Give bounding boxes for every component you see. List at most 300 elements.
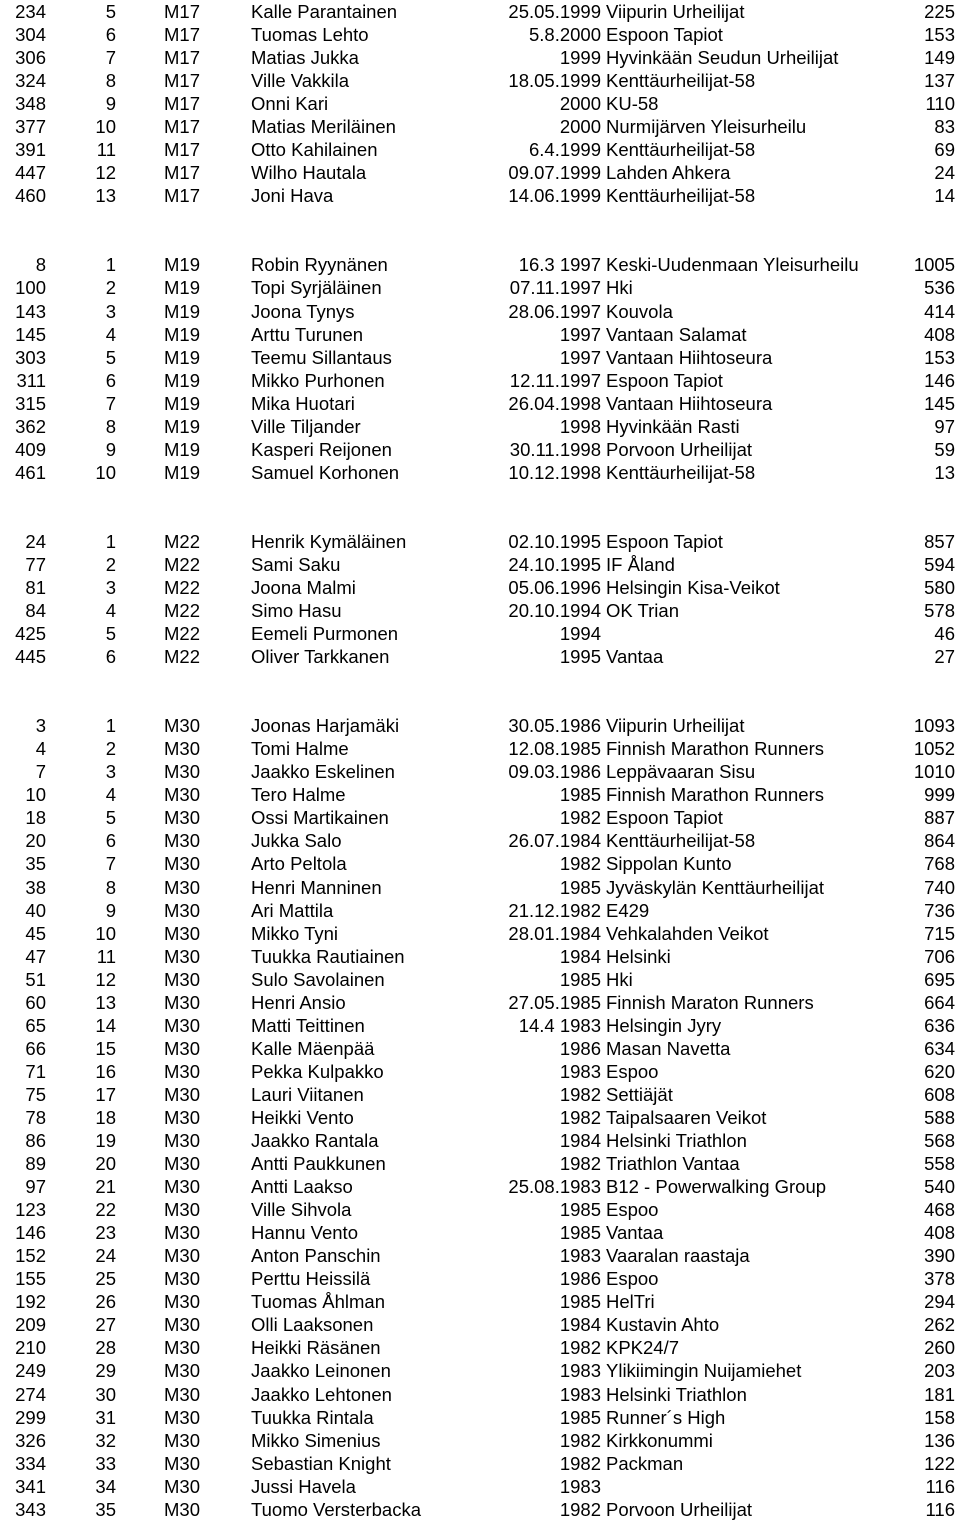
athlete-name: Onni Kari (251, 93, 329, 115)
overall-rank: 348 (15, 93, 46, 115)
athlete-name: Jaakko Eskelinen (251, 761, 395, 783)
athlete-name: Simo Hasu (251, 600, 342, 622)
age-class: M22 (164, 576, 200, 598)
athlete-name: Ville Vakkila (251, 70, 350, 92)
birth-date: 1986 (559, 1268, 601, 1290)
overall-rank: 234 (15, 1, 46, 22)
score: 225 (924, 1, 955, 22)
results-section (0, 253, 960, 483)
age-class: M17 (164, 24, 200, 46)
overall-rank: 409 (15, 438, 46, 460)
athlete-name: Tero Halme (251, 784, 346, 806)
overall-rank: 461 (15, 461, 46, 483)
age-class: M30 (164, 1222, 200, 1244)
class-position: 10 (95, 461, 116, 483)
class-position: 28 (95, 1337, 116, 1359)
score: 706 (924, 945, 955, 967)
age-class: M30 (164, 1153, 200, 1175)
club-name: Helsinki (606, 945, 671, 967)
club-name: Masan Navetta (606, 1037, 731, 1059)
overall-rank: 460 (15, 185, 46, 207)
athlete-name: Otto Kahilainen (251, 139, 378, 161)
birth-date: 2000 (559, 93, 601, 115)
club-name: Vantaa (606, 1222, 664, 1244)
class-position: 17 (95, 1083, 116, 1105)
score: 158 (924, 1406, 955, 1428)
athlete-name: Perttu Heissilä (251, 1268, 371, 1290)
overall-rank: 71 (25, 1060, 46, 1082)
birth-date: 05.06.1996 (508, 576, 601, 598)
club-name: Vaaralan raastaja (606, 1245, 750, 1267)
class-position: 4 (105, 784, 116, 806)
age-class: M30 (164, 922, 200, 944)
overall-rank: 89 (25, 1153, 46, 1175)
age-class: M17 (164, 93, 200, 115)
class-position: 1 (105, 715, 116, 737)
club-name: Helsingin Jyry (606, 1014, 722, 1036)
athlete-name: Mikko Tyni (251, 922, 339, 944)
score: 588 (924, 1106, 955, 1128)
athlete-name: Pekka Kulpakko (251, 1060, 384, 1082)
class-position: 8 (105, 415, 116, 437)
table-row (0, 115, 960, 138)
birth-date: 1982 (559, 1452, 601, 1474)
club-name: Kenttäurheilijat-58 (606, 70, 756, 92)
table-row (0, 92, 960, 115)
club-name: Vantaan Hiihtoseura (606, 346, 773, 368)
athlete-name: Tuomo Versterbacka (251, 1498, 422, 1520)
athlete-name: Ossi Martikainen (251, 807, 389, 829)
birth-date: 1984 (559, 1314, 601, 1336)
class-position: 13 (95, 185, 116, 207)
age-class: M30 (164, 1199, 200, 1221)
table-row (0, 714, 960, 737)
class-position: 2 (105, 738, 116, 760)
birth-date: 1997 (559, 323, 601, 345)
score: 578 (924, 600, 955, 622)
birth-date: 1982 (559, 1153, 601, 1175)
table-row (0, 1175, 960, 1198)
overall-rank: 10 (25, 784, 46, 806)
athlete-name: Matias Meriläinen (251, 116, 396, 138)
age-class: M30 (164, 945, 200, 967)
athlete-name: Wilho Hautala (251, 162, 367, 184)
score: 408 (924, 323, 955, 345)
score: 1010 (913, 761, 955, 783)
athlete-name: Henri Ansio (251, 991, 346, 1013)
club-name: Helsingin Kisa-Veikot (606, 576, 780, 598)
club-name: Helsinki Triathlon (606, 1130, 747, 1152)
club-name: Hki (606, 968, 633, 990)
class-position: 1 (105, 254, 116, 276)
club-name: Leppävaaran Sisu (606, 761, 756, 783)
score: 24 (934, 162, 955, 184)
table-row (0, 1336, 960, 1359)
athlete-name: Jussi Havela (251, 1475, 356, 1497)
athlete-name: Samuel Korhonen (251, 461, 400, 483)
athlete-name: Teemu Sillantaus (251, 346, 392, 368)
athlete-name: Mika Huotari (251, 392, 355, 414)
overall-rank: 146 (15, 1222, 46, 1244)
athlete-name: Lauri Viitanen (251, 1083, 364, 1105)
class-position: 5 (105, 346, 116, 368)
class-position: 18 (95, 1106, 116, 1128)
table-row (0, 945, 960, 968)
table-row (0, 1406, 960, 1429)
score: 608 (924, 1083, 955, 1105)
table-row (0, 138, 960, 161)
score: 181 (924, 1383, 955, 1405)
class-position: 10 (95, 116, 116, 138)
athlete-name: Anton Panschin (251, 1245, 381, 1267)
athlete-name: Kasperi Reijonen (251, 438, 392, 460)
score: 594 (924, 553, 955, 575)
birth-date: 18.05.1999 (508, 70, 601, 92)
table-row (0, 1290, 960, 1313)
table-row (0, 876, 960, 899)
table-row (0, 991, 960, 1014)
age-class: M30 (164, 876, 200, 898)
age-class: M30 (164, 1060, 200, 1082)
overall-rank: 75 (25, 1083, 46, 1105)
overall-rank: 155 (15, 1268, 46, 1290)
overall-rank: 152 (15, 1245, 46, 1267)
table-row (0, 69, 960, 92)
table-row (0, 737, 960, 760)
overall-rank: 86 (25, 1130, 46, 1152)
club-name: Vehkalahden Veikot (606, 922, 769, 944)
birth-date: 07.11.1997 (509, 277, 601, 299)
birth-date: 27.05.1985 (508, 991, 601, 1013)
athlete-name: Joona Tynys (251, 300, 355, 322)
overall-rank: 20 (25, 830, 46, 852)
age-class: M22 (164, 530, 200, 552)
score: 203 (924, 1360, 955, 1382)
overall-rank: 145 (15, 323, 46, 345)
club-name: Vantaan Hiihtoseura (606, 392, 773, 414)
overall-rank: 38 (25, 876, 46, 898)
score: 153 (924, 24, 955, 46)
overall-rank: 445 (15, 646, 46, 668)
birth-date: 1982 (559, 1429, 601, 1451)
age-class: M30 (164, 899, 200, 921)
club-name: Espoo (606, 1268, 659, 1290)
table-row (0, 300, 960, 323)
class-position: 13 (95, 991, 116, 1013)
birth-date: 16.3 1997 (518, 254, 601, 276)
birth-date: 1982 (559, 807, 601, 829)
club-name: Keski-Uudenmaan Yleisurheilu (606, 254, 859, 276)
score: 740 (924, 876, 955, 898)
club-name: Kustavin Ahto (606, 1314, 720, 1336)
birth-date: 6.4.1999 (528, 139, 601, 161)
club-name: Triathlon Vantaa (606, 1153, 740, 1175)
age-class: M30 (164, 1314, 200, 1336)
age-class: M30 (164, 1337, 200, 1359)
table-row (0, 1037, 960, 1060)
athlete-name: Tomi Halme (251, 738, 349, 760)
athlete-name: Oliver Tarkkanen (251, 646, 390, 668)
age-class: M22 (164, 600, 200, 622)
athlete-name: Jaakko Leinonen (251, 1360, 391, 1382)
table-row (0, 1014, 960, 1037)
score: 137 (924, 70, 955, 92)
age-class: M19 (164, 415, 200, 437)
athlete-name: Kalle Parantainen (251, 1, 398, 22)
class-position: 4 (105, 600, 116, 622)
table-row (0, 922, 960, 945)
table-row (0, 1129, 960, 1152)
birth-date: 1982 (559, 1106, 601, 1128)
table-row (0, 599, 960, 622)
age-class: M19 (164, 254, 200, 276)
overall-rank: 209 (15, 1314, 46, 1336)
club-name: Espoon Tapiot (606, 24, 723, 46)
class-position: 21 (95, 1176, 116, 1198)
overall-rank: 77 (25, 553, 46, 575)
birth-date: 1984 (559, 1130, 601, 1152)
age-class: M30 (164, 761, 200, 783)
class-position: 32 (95, 1429, 116, 1451)
club-name: Kenttäurheilijat-58 (606, 461, 756, 483)
birth-date: 1983 (559, 1383, 601, 1405)
athlete-name: Henri Manninen (251, 876, 382, 898)
age-class: M19 (164, 323, 200, 345)
birth-date: 1985 (559, 1406, 601, 1428)
overall-rank: 334 (15, 1452, 46, 1474)
table-row (0, 760, 960, 783)
birth-date: 1984 (559, 945, 601, 967)
birth-date: 26.04.1998 (508, 392, 601, 414)
overall-rank: 315 (15, 392, 46, 414)
score: 145 (924, 392, 955, 414)
table-row (0, 461, 960, 484)
club-name: HelTri (606, 1291, 655, 1313)
table-row (0, 1452, 960, 1475)
score: 887 (924, 807, 955, 829)
club-name: Espoo (606, 1199, 659, 1221)
score: 136 (924, 1429, 955, 1451)
athlete-name: Tuukka Rintala (251, 1406, 374, 1428)
club-name: Viipurin Urheilijat (606, 715, 745, 737)
overall-rank: 192 (15, 1291, 46, 1313)
overall-rank: 81 (25, 576, 46, 598)
club-name: Settiäjät (606, 1083, 673, 1105)
score: 69 (934, 139, 955, 161)
birth-date: 1997 (559, 346, 601, 368)
score: 736 (924, 899, 955, 921)
age-class: M17 (164, 70, 200, 92)
age-class: M17 (164, 116, 200, 138)
birth-date: 1985 (559, 1199, 601, 1221)
club-name: Kenttäurheilijat-58 (606, 139, 756, 161)
score: 536 (924, 277, 955, 299)
table-row (0, 276, 960, 299)
club-name: Kenttäurheilijat-58 (606, 185, 756, 207)
table-row (0, 576, 960, 599)
score: 390 (924, 1245, 955, 1267)
birth-date: 1982 (559, 1083, 601, 1105)
class-position: 1 (105, 530, 116, 552)
table-row (0, 46, 960, 69)
athlete-name: Arttu Turunen (251, 323, 364, 345)
club-name: Vantaan Salamat (606, 323, 747, 345)
table-row (0, 1359, 960, 1382)
overall-rank: 47 (25, 945, 46, 967)
birth-date: 2000 (559, 116, 601, 138)
age-class: M30 (164, 968, 200, 990)
age-class: M30 (164, 1106, 200, 1128)
class-position: 10 (95, 922, 116, 944)
birth-date: 1983 (559, 1060, 601, 1082)
score: 999 (924, 784, 955, 806)
score: 468 (924, 1199, 955, 1221)
birth-date: 1986 (559, 1037, 601, 1059)
table-row (0, 0, 960, 23)
club-name: Ylikiimingin Nuijamiehet (606, 1360, 802, 1382)
overall-rank: 362 (15, 415, 46, 437)
table-row (0, 253, 960, 276)
score: 620 (924, 1060, 955, 1082)
age-class: M30 (164, 1083, 200, 1105)
score: 768 (924, 853, 955, 875)
score: 664 (924, 991, 955, 1013)
results-section (0, 0, 960, 207)
overall-rank: 65 (25, 1014, 46, 1036)
class-position: 3 (105, 300, 116, 322)
birth-date: 1998 (559, 415, 601, 437)
results-section (0, 530, 960, 668)
athlete-name: Antti Paukkunen (251, 1153, 386, 1175)
athlete-name: Mikko Purhonen (251, 369, 385, 391)
table-row (0, 369, 960, 392)
age-class: M30 (164, 1291, 200, 1313)
table-row (0, 622, 960, 645)
class-position: 8 (105, 70, 116, 92)
score: 695 (924, 968, 955, 990)
table-row (0, 530, 960, 553)
score: 116 (925, 1475, 955, 1497)
club-name: Sippolan Kunto (606, 853, 732, 875)
class-position: 16 (95, 1060, 116, 1082)
club-name: Jyväskylän Kenttäurheilijat (606, 876, 824, 898)
class-position: 14 (95, 1014, 116, 1036)
athlete-name: Ville Sihvola (251, 1199, 352, 1221)
birth-date: 1983 (559, 1360, 601, 1382)
table-row (0, 806, 960, 829)
class-position: 19 (95, 1130, 116, 1152)
overall-rank: 274 (15, 1383, 46, 1405)
class-position: 24 (95, 1245, 116, 1267)
athlete-name: Tuomas Lehto (251, 24, 369, 46)
athlete-name: Sebastian Knight (251, 1452, 391, 1474)
class-position: 9 (105, 93, 116, 115)
age-class: M30 (164, 1406, 200, 1428)
score: 27 (934, 646, 955, 668)
class-position: 6 (105, 830, 116, 852)
athlete-name: Ville Tiljander (251, 415, 361, 437)
birth-date: 28.06.1997 (508, 300, 601, 322)
overall-rank: 60 (25, 991, 46, 1013)
club-name: Hyvinkään Seudun Urheilijat (606, 47, 839, 69)
score: 13 (934, 461, 955, 483)
score: 568 (924, 1130, 955, 1152)
birth-date: 14.4 1983 (518, 1014, 601, 1036)
table-row (0, 1106, 960, 1129)
birth-date: 20.10.1994 (508, 600, 601, 622)
class-position: 11 (96, 945, 116, 967)
birth-date: 14.06.1999 (508, 185, 601, 207)
overall-rank: 40 (25, 899, 46, 921)
birth-date: 1982 (559, 1337, 601, 1359)
table-row (0, 1475, 960, 1498)
class-position: 31 (95, 1406, 116, 1428)
overall-rank: 341 (15, 1475, 46, 1497)
club-name: Finnish Marathon Runners (606, 784, 824, 806)
age-class: M17 (164, 139, 200, 161)
overall-rank: 299 (15, 1406, 46, 1428)
club-name: Lahden Ahkera (606, 162, 731, 184)
class-position: 20 (95, 1153, 116, 1175)
overall-rank: 304 (15, 24, 46, 46)
athlete-name: Sami Saku (251, 553, 341, 575)
athlete-name: Matti Teittinen (251, 1014, 365, 1036)
birth-date: 26.07.1984 (508, 830, 601, 852)
birth-date: 12.11.1997 (509, 369, 601, 391)
club-name: Porvoon Urheilijat (606, 438, 753, 460)
age-class: M17 (164, 185, 200, 207)
athlete-name: Olli Laaksonen (251, 1314, 374, 1336)
overall-rank: 377 (15, 116, 46, 138)
overall-rank: 3 (35, 715, 46, 737)
athlete-name: Eemeli Purmonen (251, 623, 399, 645)
birth-date: 21.12.1982 (508, 899, 601, 921)
overall-rank: 84 (25, 600, 46, 622)
score: 260 (924, 1337, 955, 1359)
club-name: E429 (606, 899, 650, 921)
age-class: M30 (164, 715, 200, 737)
birth-date: 30.11.1998 (509, 438, 601, 460)
athlete-name: Joonas Harjamäki (251, 715, 400, 737)
birth-date: 09.03.1986 (508, 761, 601, 783)
club-name: Espoon Tapiot (606, 530, 723, 552)
score: 59 (934, 438, 955, 460)
overall-rank: 35 (25, 853, 46, 875)
table-row (0, 1429, 960, 1452)
athlete-name: Heikki Räsänen (251, 1337, 381, 1359)
class-position: 7 (105, 392, 116, 414)
athlete-name: Robin Ryynänen (251, 254, 388, 276)
athlete-name: Sulo Savolainen (251, 968, 385, 990)
score: 408 (924, 1222, 955, 1244)
age-class: M19 (164, 438, 200, 460)
score: 116 (925, 1498, 955, 1520)
class-position: 2 (105, 553, 116, 575)
age-class: M30 (164, 991, 200, 1013)
class-position: 2 (105, 277, 116, 299)
age-class: M19 (164, 277, 200, 299)
athlete-name: Topi Syrjäläinen (251, 277, 382, 299)
age-class: M30 (164, 1475, 200, 1497)
overall-rank: 97 (25, 1176, 46, 1198)
class-position: 6 (105, 24, 116, 46)
age-class: M30 (164, 807, 200, 829)
overall-rank: 123 (15, 1199, 46, 1221)
table-row (0, 323, 960, 346)
overall-rank: 18 (25, 807, 46, 829)
table-row (0, 438, 960, 461)
overall-rank: 303 (15, 346, 46, 368)
